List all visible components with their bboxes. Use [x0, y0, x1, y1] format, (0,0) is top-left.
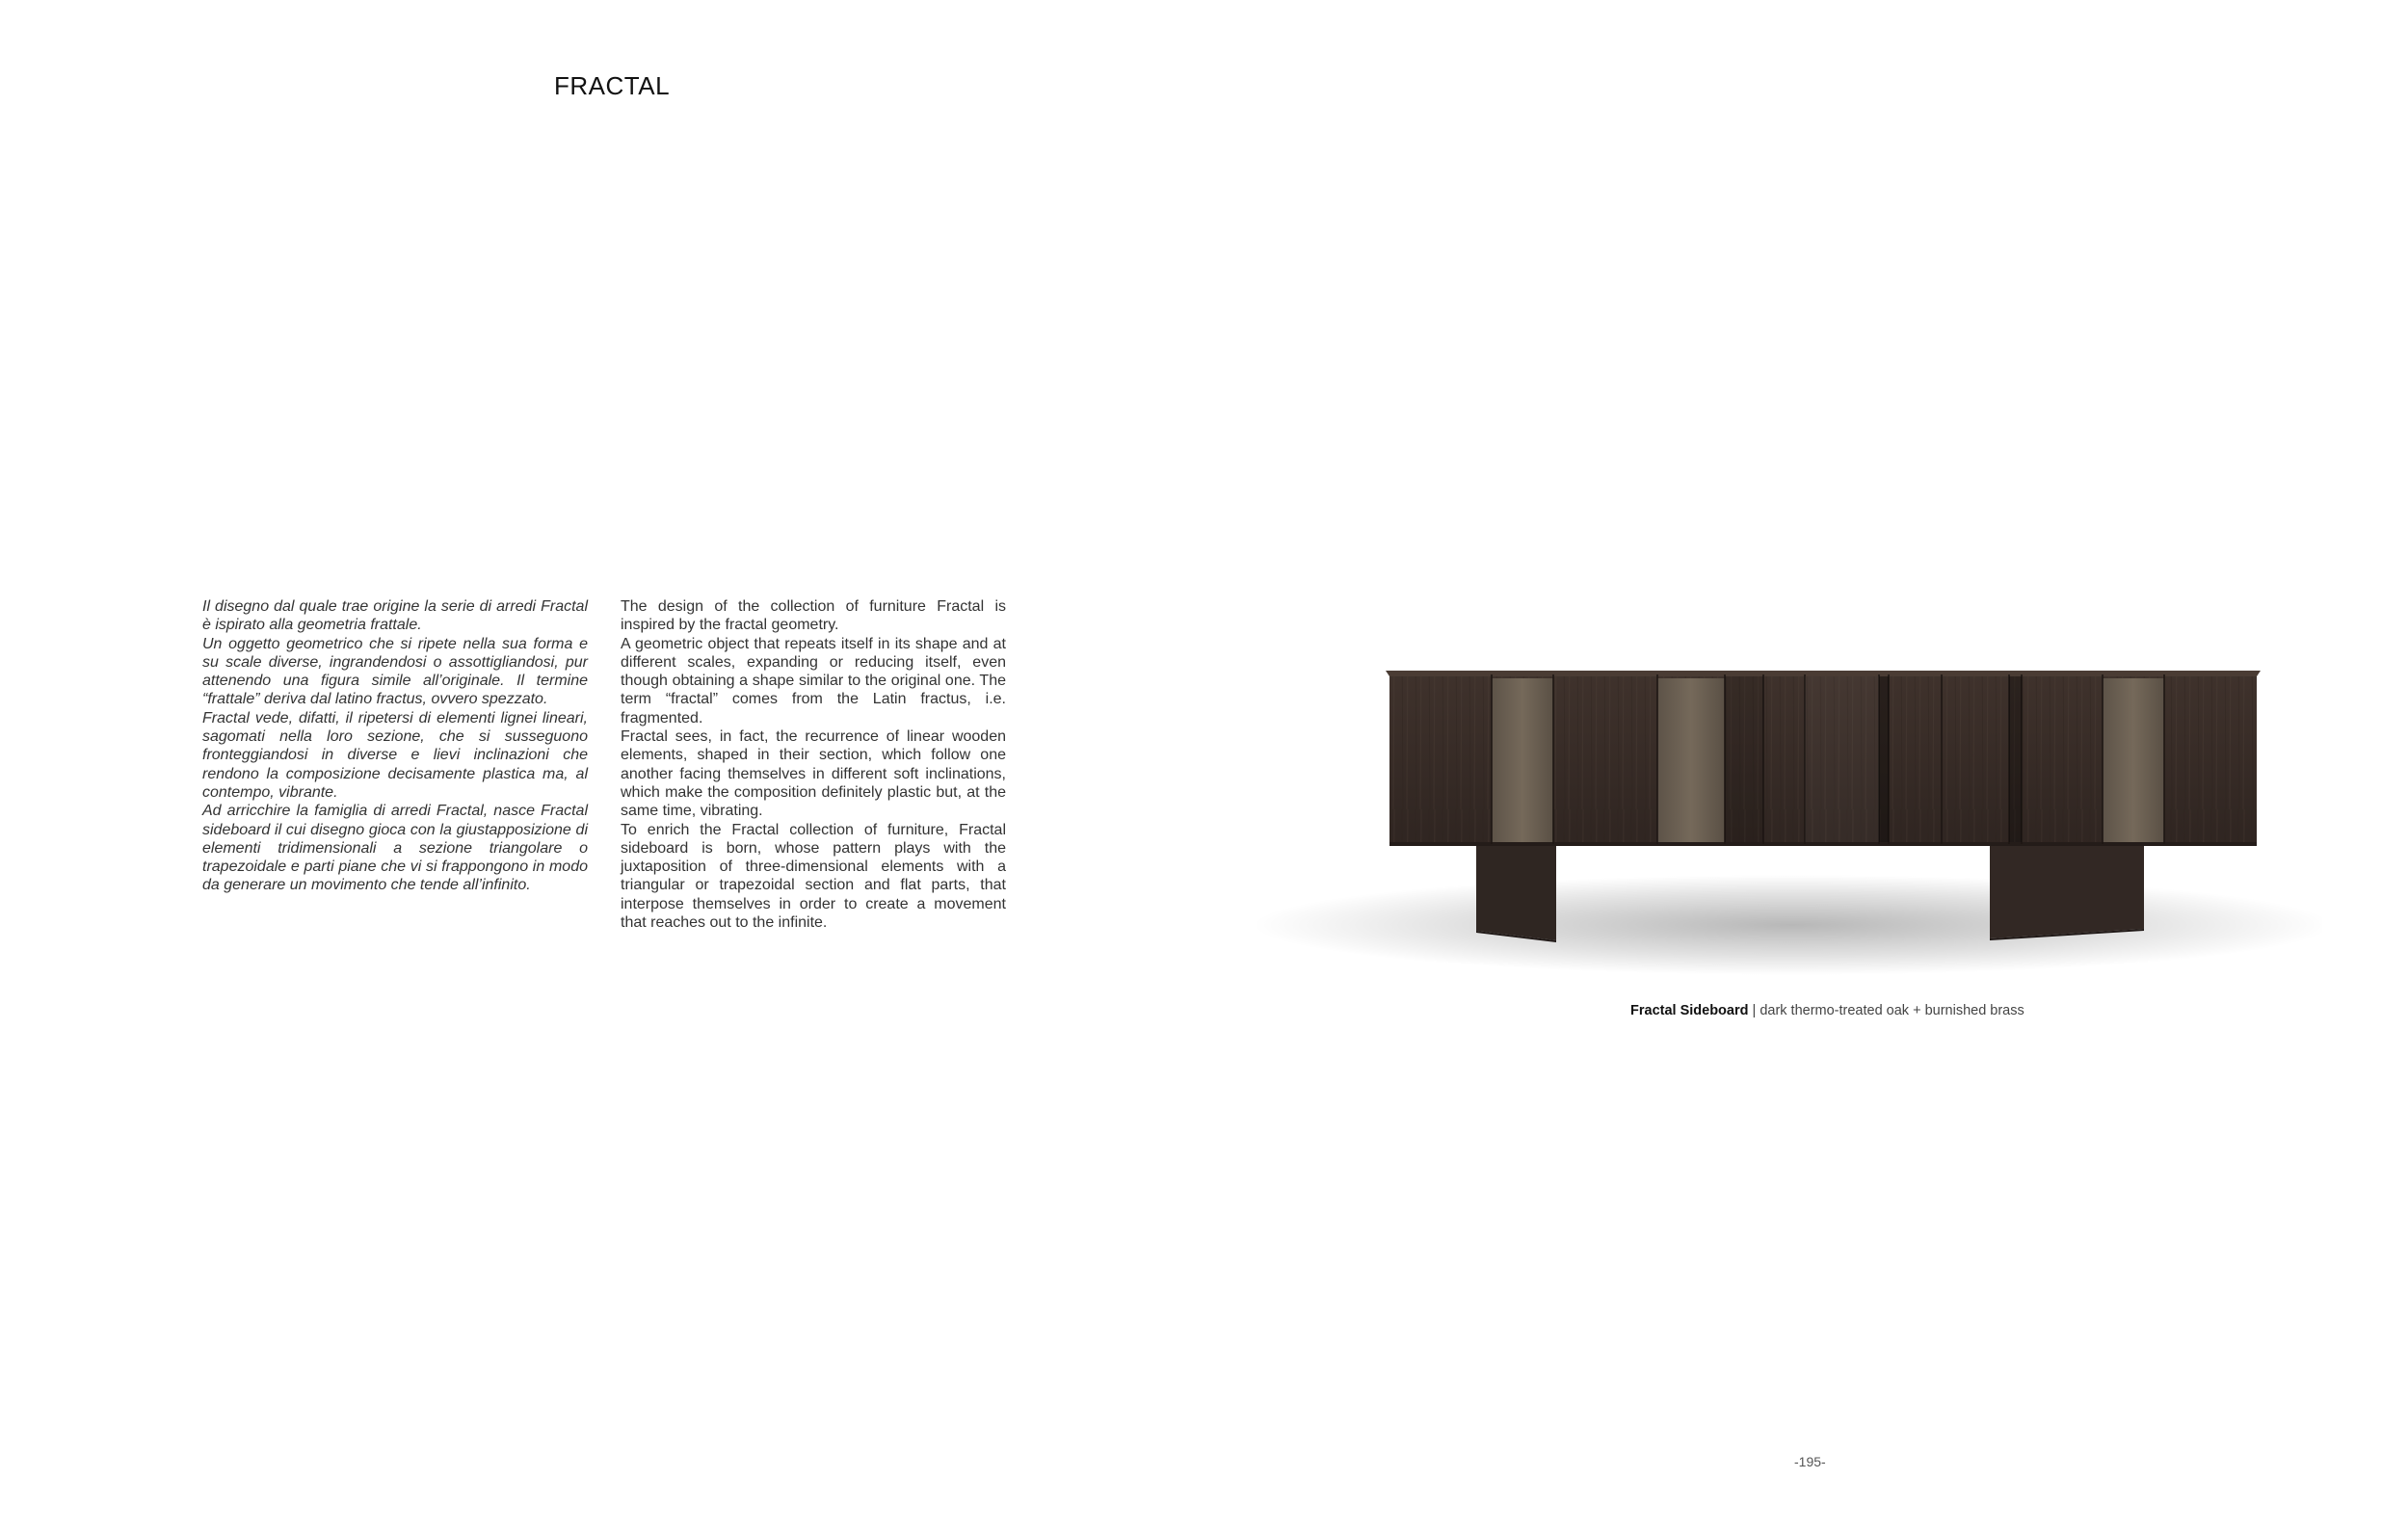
left-leg	[1476, 846, 1556, 940]
page-title: FRACTAL	[554, 71, 671, 100]
caption-description: dark thermo-treated oak + burnished brass	[1760, 1003, 2024, 1018]
english-paragraph: The design of the collection of furniture Fractal is inspired by the fractal geometry.	[621, 598, 1006, 634]
italian-paragraph: Il disegno dal quale trae origine la serie di arredi Fractal è ispirato alla geometria frattale.	[202, 598, 588, 634]
english-description	[621, 597, 1006, 932]
brass-panel	[2103, 678, 2164, 842]
english-paragraph: A geometric object that repeats itself in its shape and at different scales, expanding or reducing itself, even though obtaining a shape similar to the original one. The term “fractal” comes from the Latin fractus, i.e. fragmented.	[621, 635, 1006, 726]
page-number: -195-	[1794, 1454, 1826, 1469]
italian-paragraph: Un oggetto geometrico che si ripete nella sua forma e su scale diverse, ingrandendosi o assottigliandosi, pur attenendo una figura simile all’originale. Il termine “frattale” deriva dal latino fractus, ovvero spezzato.	[202, 635, 588, 708]
caption-separator: |	[1748, 1003, 1760, 1018]
floor-shadow	[1253, 875, 2322, 975]
brass-panel	[1657, 678, 1725, 842]
caption-product-name: Fractal Sideboard	[1630, 1003, 1749, 1018]
english-paragraph: Fractal sees, in fact, the recurrence of linear wooden elements, shaped in their section, which follow one another facing themselves in different soft inclinations, which make the composition definitely plastic but, at the same time, vibrating.	[621, 728, 1006, 820]
brass-panel	[1492, 678, 1553, 842]
english-paragraph: To enrich the Fractal collection of furniture, Fractal sideboard is born, whose pattern plays with the juxtaposition of three-dimensional elements with a triangular or trapezoidal section and flat parts, that interpose themselves in order to create a movement that reaches out to the infinite.	[621, 821, 1006, 932]
sideboard-image	[1224, 636, 2322, 1002]
product-caption	[1630, 1003, 2024, 1018]
italian-paragraph: Fractal vede, difatti, il ripetersi di elementi lignei lineari, sagomati nella loro sezione, che si susseguono fronteggiandosi in diverse e lievi inclinazioni che rendono la composizione decisamente plastica ma, al contempo, vibrante.	[202, 709, 588, 801]
italian-description	[202, 597, 588, 895]
right-leg	[1990, 846, 2144, 938]
italian-paragraph: Ad arricchire la famiglia di arredi Fractal, nasce Fractal sideboard il cui disegno gioca con la giustapposizione di elementi tridimensionali a sezione triangolare o trapezoidale e parti piane che vi si frappongono in modo da generare un movimento che tende all’infinito.	[202, 803, 588, 894]
